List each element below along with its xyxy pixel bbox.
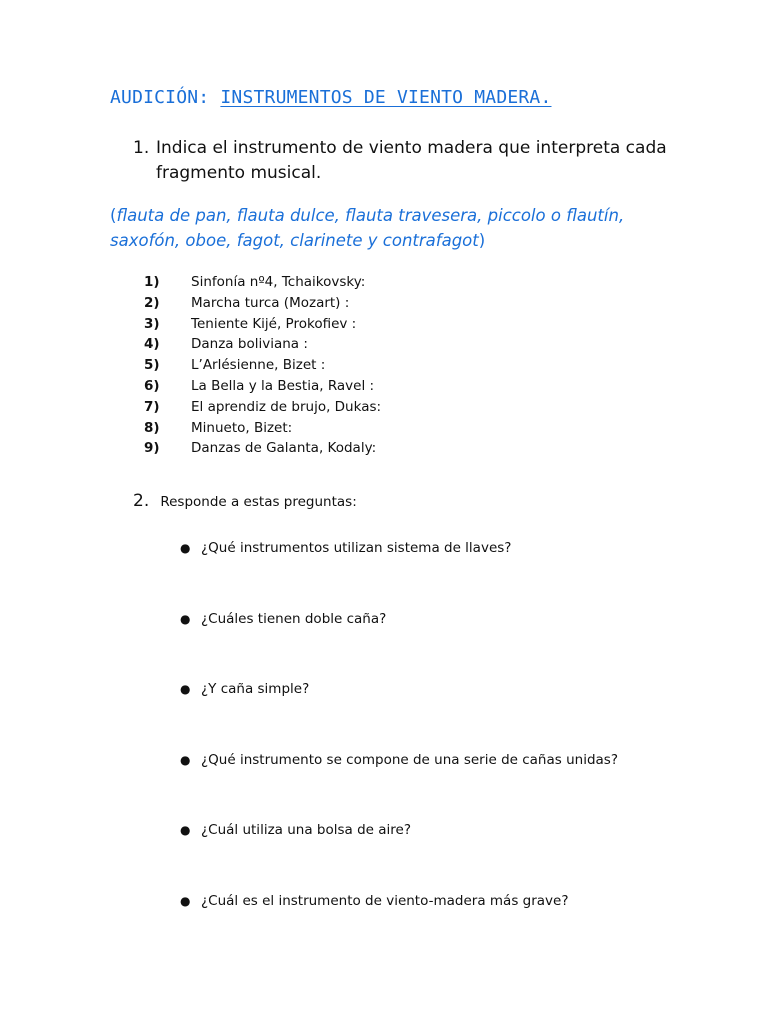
bullet-icon: ● [180,611,191,626]
music-pieces-list [140,274,540,461]
item-text: La Bella y la Bestia, Ravel : [191,377,375,394]
exercise-1-text: Indica el instrumento de viento madera que interpreta cada fragmento musical. [156,138,667,183]
question-item [180,681,700,752]
exercise-2-number: 2. [133,491,150,511]
list-item [140,336,540,357]
list-item [140,295,540,316]
title-prefix: AUDICIÓN: [110,87,210,108]
item-text: Sinfonía nº4, Tchaikovsky: [191,274,366,290]
item-number: 2) [144,294,160,311]
list-item [140,274,540,295]
item-number: 3) [144,315,160,332]
bullet-icon: ● [180,682,191,697]
question-text: ¿Cuál es el instrumento de viento-madera más grave? [201,892,569,909]
hint-open-paren: ( [110,206,117,225]
question-item [180,611,700,682]
worksheet-title [110,87,552,108]
question-item [180,540,700,611]
instrument-options-text: flauta de pan, flauta dulce, flauta travesera, piccolo o flautín, saxofón, oboe, fagot, clarinete y contrafagot [110,206,625,250]
bullet-icon: ● [180,541,191,555]
item-text: Danza boliviana : [191,336,308,353]
item-number: 7) [144,398,160,415]
item-text: Teniente Kijé, Prokofiev : [191,315,357,332]
question-item [180,752,700,823]
item-number: 4) [144,336,160,353]
item-number: 6) [144,377,160,394]
item-number: 8) [144,419,160,436]
list-item [140,357,540,378]
exercise-2-prompt [133,491,357,511]
item-text: Marcha turca (Mozart) : [191,294,350,311]
list-item [140,316,540,337]
item-number: 9) [144,440,160,457]
item-number: 5) [144,357,160,374]
item-number: 1) [144,274,160,290]
question-item [180,822,700,893]
questions-list [180,540,700,964]
title-subject: INSTRUMENTOS DE VIENTO MADERA. [220,87,552,108]
hint-close-paren: ) [478,231,486,250]
bullet-icon: ● [180,823,191,838]
list-item [140,440,540,461]
exercise-2-text: Responde a estas preguntas: [160,494,357,510]
item-text: Minueto, Bizet: [191,419,293,436]
exercise-1-number: 1. [133,138,150,158]
list-item [140,378,540,399]
question-text: ¿Qué instrumentos utilizan sistema de llaves? [201,540,512,556]
question-item [180,893,700,964]
bullet-icon: ● [180,752,191,767]
item-text: L’Arlésienne, Bizet : [191,357,326,374]
question-text: ¿Cuál utiliza una bolsa de aire? [201,822,411,839]
instrument-options [110,203,670,253]
list-item [140,399,540,420]
question-text: ¿Y caña simple? [201,681,310,698]
question-text: ¿Cuáles tienen doble caña? [201,610,387,627]
bullet-icon: ● [180,893,191,908]
item-text: El aprendiz de brujo, Dukas: [191,398,382,415]
item-text: Danzas de Galanta, Kodaly: [191,440,377,457]
question-text: ¿Qué instrumento se compone de una serie de cañas unidas? [201,751,618,768]
list-item [140,420,540,441]
